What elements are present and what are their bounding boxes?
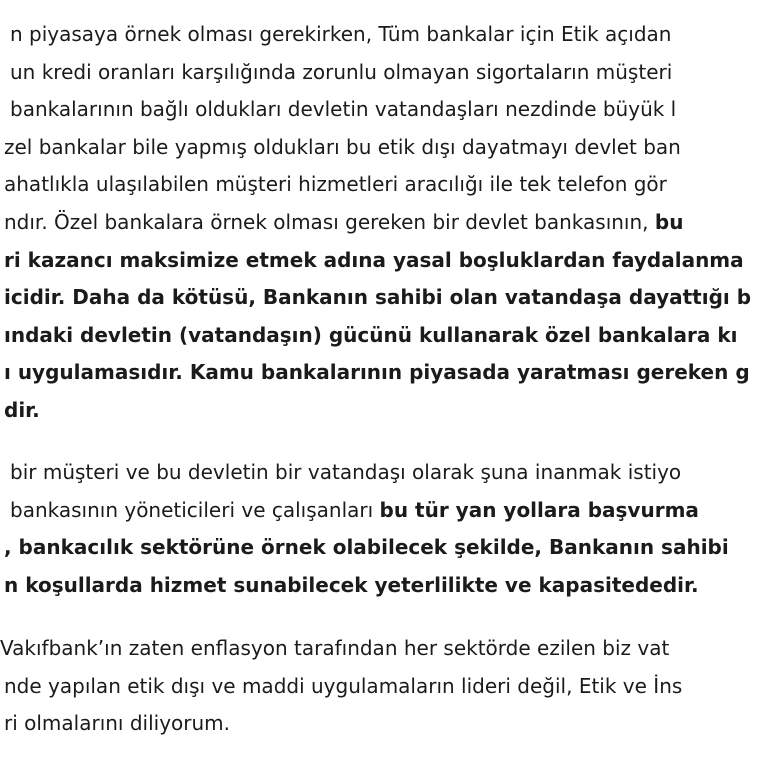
bold-text-span: Kamu bankalarının piyasada yaratması gereken g	[189, 360, 750, 385]
text-span: ahatlıkla ulaşılabilen müşteri hizmetleri aracılığı ile tek telefon gör	[4, 172, 667, 197]
text-span: bankalarının bağlı oldukları devletin vatandaşları nezdinde büyük l	[10, 97, 677, 122]
text-line	[4, 674, 682, 698]
text-span: bir müşteri ve bu devletin bir vatandaşı olarak şuna inanmak istiyo	[10, 460, 682, 484]
text-line	[4, 573, 699, 597]
text-span: nde yapılan etik dışı ve maddi uygulamaların lideri değil, Etik ve İns	[4, 673, 683, 698]
text-line	[4, 535, 729, 559]
text-span: ndır. Özel bankalara örnek olması gereken bir devlet bankasının,	[4, 210, 655, 234]
text-line	[4, 398, 40, 422]
bold-text-span: ri kazancı maksimize etmek adına yasal boşluklardan faydalanma	[4, 247, 744, 272]
text-line	[10, 498, 699, 522]
text-line	[4, 210, 683, 234]
text-line	[4, 285, 751, 309]
text-line	[0, 636, 669, 660]
text-line	[4, 711, 230, 735]
text-span: Vakıfbank’ın zaten enflasyon tarafından her sektörde ezilen biz vat	[0, 636, 670, 660]
bold-text-span: ı uygulamasıdır.	[4, 360, 190, 385]
bold-text-span: bu	[654, 210, 684, 234]
bold-text-span: bu tür yan yollara başvurma	[379, 497, 699, 522]
text-line	[10, 22, 671, 46]
bold-text-span: ındaki devletin (vatandaşın) gücünü kullanarak özel bankalara kı	[4, 322, 738, 347]
bold-text-span: n koşullarda hizmet sunabilecek yeterlilikte ve kapasitededir.	[4, 572, 699, 597]
bold-text-span: dir.	[4, 398, 40, 422]
text-span: zel bankalar bile yapmış oldukları bu etik dışı dayatmayı devlet ban	[4, 134, 681, 159]
text-span: n piyasaya örnek olması gerekirken, Tüm bankalar için Etik açıdan	[10, 22, 672, 46]
text-line	[10, 97, 676, 121]
bold-text-span: , bankacılık sektörüne örnek olabilecek şekilde, Bankanın sahibi	[4, 535, 729, 560]
text-line	[4, 135, 681, 159]
text-line	[10, 460, 681, 484]
text-span: un kredi oranları karşılığında zorunlu olmayan sigortaların müşteri	[10, 59, 673, 84]
text-line	[4, 248, 744, 272]
text-span: ri olmalarını diliyorum.	[4, 711, 231, 736]
text-span: bankasının yöneticileri ve çalışanları	[10, 497, 380, 522]
text-line	[4, 323, 738, 347]
text-line	[4, 172, 667, 196]
text-line	[4, 360, 750, 384]
bold-text-span: icidir. Daha da kötüsü, Bankanın sahibi olan vatandaşa dayattığı b	[4, 285, 752, 310]
text-line	[10, 60, 672, 84]
